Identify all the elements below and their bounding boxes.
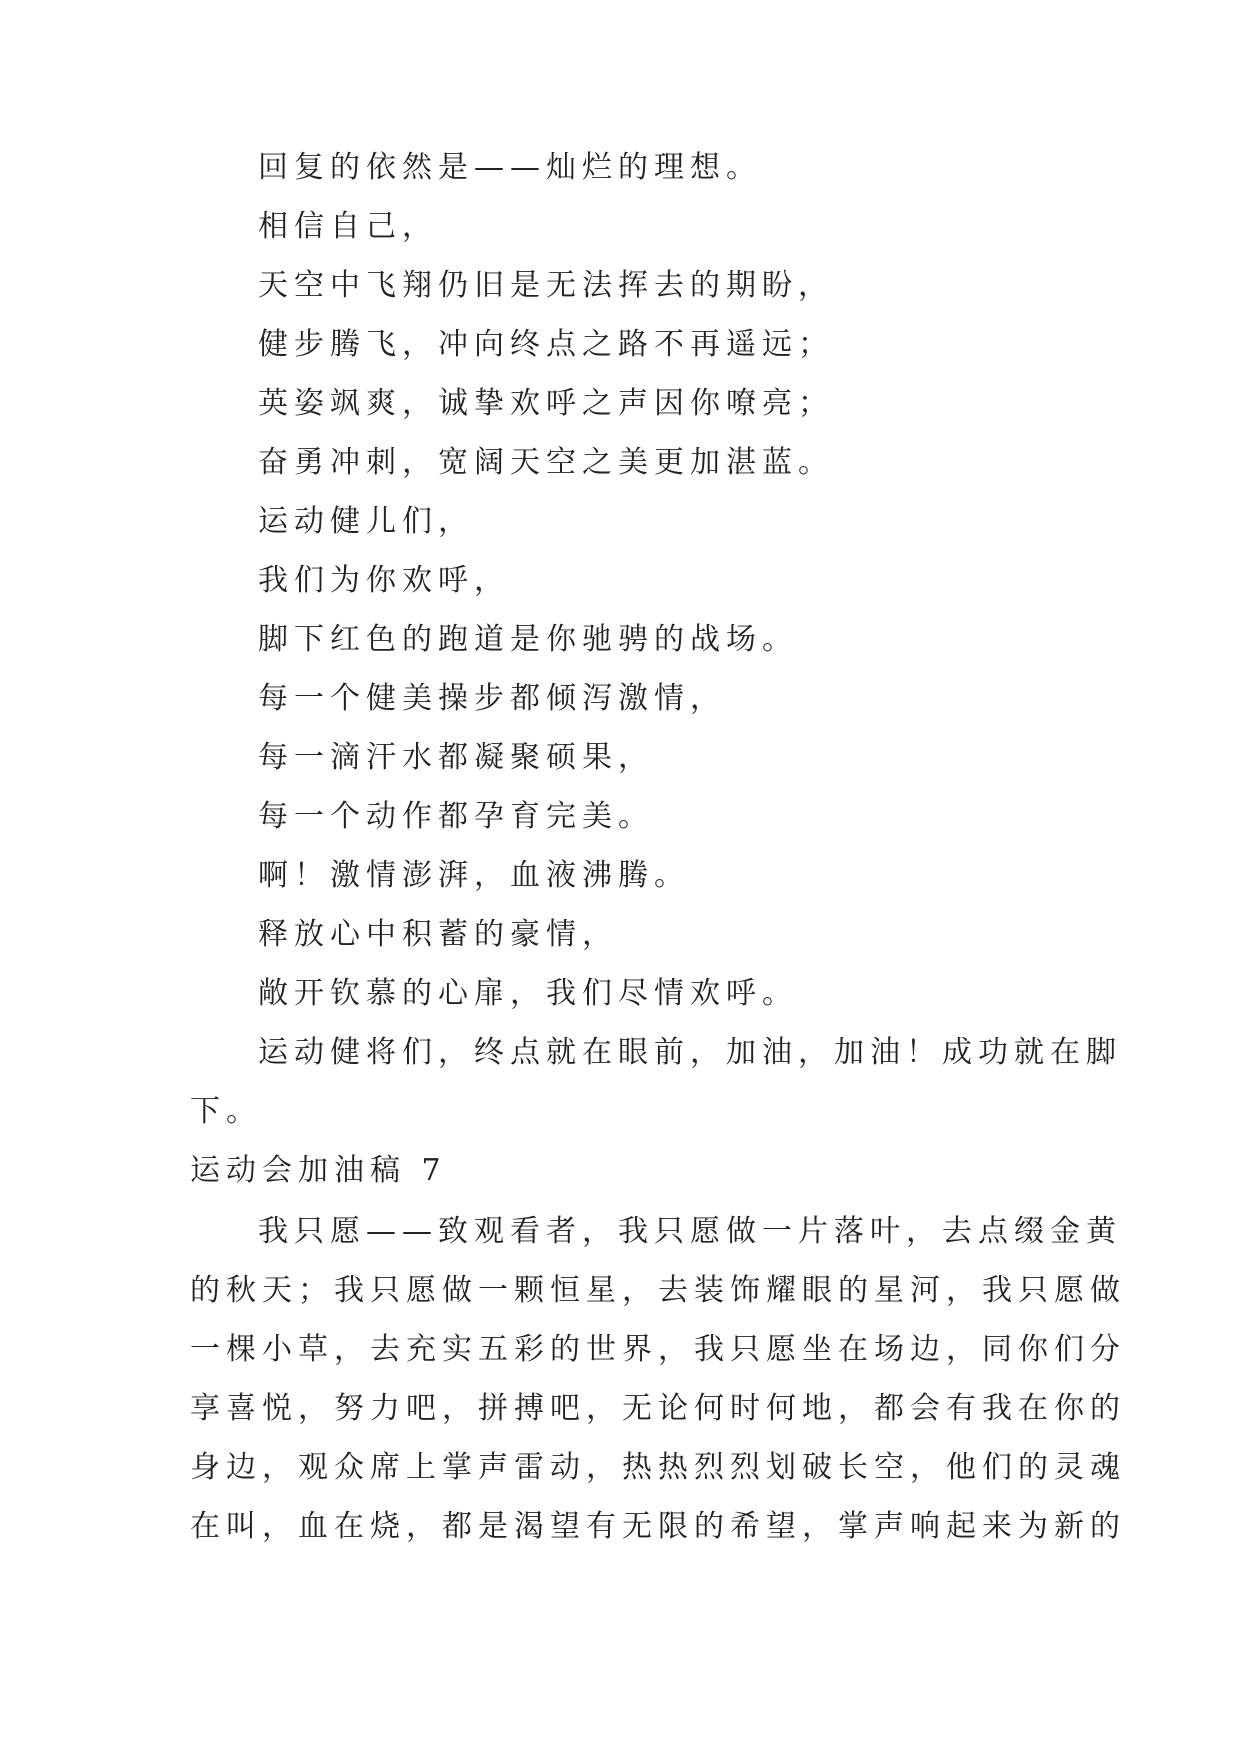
poem-line: 每一个动作都孕育完美。: [258, 799, 654, 834]
paragraph-line: 享喜悦，努力吧，拼搏吧，无论何时何地，都会有我在你的: [190, 1391, 1126, 1426]
poem-line: 啊！激情澎湃，血液沸腾。: [258, 858, 690, 893]
paragraph-line: 我只愿——致观看者，我只愿做一片落叶，去点缀金黄: [258, 1214, 1122, 1249]
poem-line: 敞开钦慕的心扉，我们尽情欢呼。: [258, 976, 798, 1011]
poem-line: 英姿飒爽，诚挚欢呼之声因你嘹亮；: [258, 386, 834, 421]
poem-line: 健步腾飞，冲向终点之路不再遥远；: [258, 327, 834, 362]
poem-line: 每一滴汗水都凝聚硕果，: [258, 740, 654, 775]
paragraph-line: 的秋天；我只愿做一颗恒星，去装饰耀眼的星河，我只愿做: [190, 1273, 1126, 1308]
poem-line: 我们为你欢呼，: [258, 563, 510, 598]
poem-line: 每一个健美操步都倾泻激情，: [258, 681, 726, 716]
poem-line: 回复的依然是——灿烂的理想。: [258, 150, 762, 185]
poem-line: 释放心中积蓄的豪情，: [258, 917, 618, 952]
poem-line: 天空中飞翔仍旧是无法挥去的期盼，: [258, 268, 834, 303]
section-heading: 运动会加油稿 7: [190, 1153, 447, 1188]
poem-line: 相信自己，: [258, 209, 438, 244]
paragraph-line: 一棵小草，去充实五彩的世界，我只愿坐在场边，同你们分: [190, 1332, 1126, 1367]
poem-line: 运动健儿们，: [258, 504, 474, 539]
poem-line: 奋勇冲刺，宽阔天空之美更加湛蓝。: [258, 445, 834, 480]
paragraph-line: 身边，观众席上掌声雷动，热热烈烈划破长空，他们的灵魂: [190, 1450, 1126, 1485]
paragraph-line: 在叫，血在烧，都是渴望有无限的希望，掌声响起来为新的: [190, 1509, 1126, 1544]
closing-line: 下。: [190, 1094, 262, 1129]
poem-line: 脚下红色的跑道是你驰骋的战场。: [258, 622, 798, 657]
closing-line: 运动健将们，终点就在眼前，加油，加油！成功就在脚: [258, 1035, 1122, 1070]
